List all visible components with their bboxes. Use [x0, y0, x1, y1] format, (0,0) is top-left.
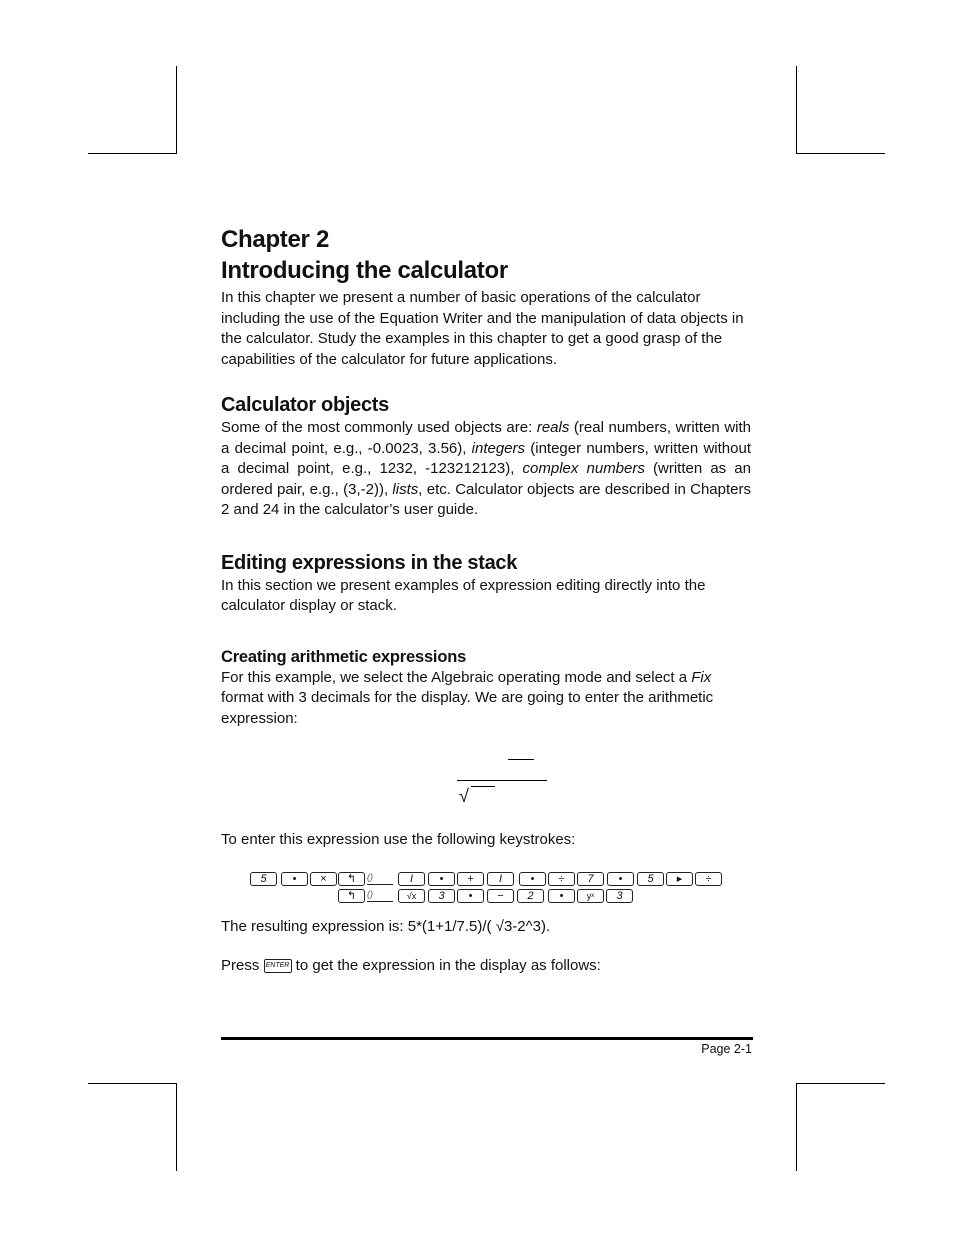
- result-expression: The resulting expression is: 5*(1+1/7.5)/( √3-2^3).: [221, 917, 551, 935]
- key-dot: •: [548, 889, 575, 903]
- section-heading-editing: Editing expressions in the stack: [221, 551, 518, 574]
- enter-key-icon: ENTER: [264, 959, 292, 973]
- keystroke-sequence: [221, 869, 751, 909]
- key-divide: ÷: [548, 872, 575, 886]
- key-dot: •: [428, 872, 455, 886]
- chapter-title: Introducing the calculator: [221, 257, 508, 284]
- crop-mark: [176, 66, 177, 154]
- page-number: Page 2-1: [701, 1042, 752, 1056]
- editing-paragraph: In this section we present examples of expression editing directly into the calculator display or stack.: [221, 576, 706, 614]
- key-right-arrow: ▸: [666, 872, 693, 886]
- key-multiply: ×: [310, 872, 337, 886]
- key-dot: •: [519, 872, 546, 886]
- equation-figure: [221, 747, 751, 807]
- key-dot: •: [607, 872, 634, 886]
- key-left-shift: ↰: [338, 889, 365, 903]
- subsection-heading-arith: Creating arithmetic expressions: [221, 647, 467, 666]
- section-heading-objects: Calculator objects: [221, 394, 389, 416]
- key-3: 3: [606, 889, 633, 903]
- key-dot: •: [281, 872, 308, 886]
- crop-mark: [796, 1083, 885, 1084]
- inner-fraction-bar: [508, 759, 534, 760]
- crop-mark: [796, 1083, 797, 1171]
- page-body: [221, 224, 751, 977]
- shift-parenthesis-icon: (): [367, 872, 393, 885]
- shift-parenthesis-icon: (): [367, 889, 393, 902]
- key-power: yˣ: [577, 889, 604, 903]
- arith-paragraph: For this example, we select the Algebraic operating mode and select a Fix format with 3 decimals for the display. We are going to enter the arithmetic expression:: [221, 668, 714, 727]
- key-1: I: [398, 872, 425, 886]
- key-5: 5: [250, 872, 277, 886]
- key-minus: −: [487, 889, 514, 903]
- chapter-intro: In this chapter we present a number of basic operations of the calculator including the use of the Equation Writer and the manipulation of data objects in the calculator. Study the examples in this chapter to get a good grasp of the capabilities of the calculator for future applications.: [221, 289, 744, 368]
- key-2: 2: [517, 889, 544, 903]
- sqrt-overline: [471, 786, 495, 787]
- key-sqrt: √x: [398, 889, 425, 903]
- crop-mark: [88, 1083, 177, 1084]
- keystrokes-intro: To enter this expression use the following keystrokes:: [221, 831, 576, 848]
- chapter-number: Chapter 2: [221, 226, 329, 253]
- sqrt-icon: √: [459, 786, 469, 806]
- main-fraction-bar: [457, 780, 547, 781]
- key-plus: +: [457, 872, 484, 886]
- key-left-shift: ↰: [338, 872, 365, 886]
- key-7: 7: [577, 872, 604, 886]
- crop-mark: [796, 66, 797, 154]
- objects-paragraph: Some of the most commonly used objects are: reals (real numbers, written with a decimal point, e.g., -0.0023, 3.56), integers (integer numbers, written without a decimal point, e.g., 1232, -123212123), complex numbers (written as an ordered pair, e.g., (3,-2)), lists, etc. Calculator objects are described in Chapters 2 and 24 in the calculator’s user guide.: [221, 419, 751, 518]
- key-1: I: [487, 872, 514, 886]
- press-enter-line: Press ENTER to get the expression in the display as follows:: [221, 957, 601, 974]
- crop-mark: [796, 153, 885, 154]
- footer-rule: [221, 1037, 753, 1040]
- key-divide: ÷: [695, 872, 722, 886]
- crop-mark: [176, 1083, 177, 1171]
- crop-mark: [88, 153, 177, 154]
- key-dot: •: [457, 889, 484, 903]
- key-3: 3: [428, 889, 455, 903]
- key-5: 5: [637, 872, 664, 886]
